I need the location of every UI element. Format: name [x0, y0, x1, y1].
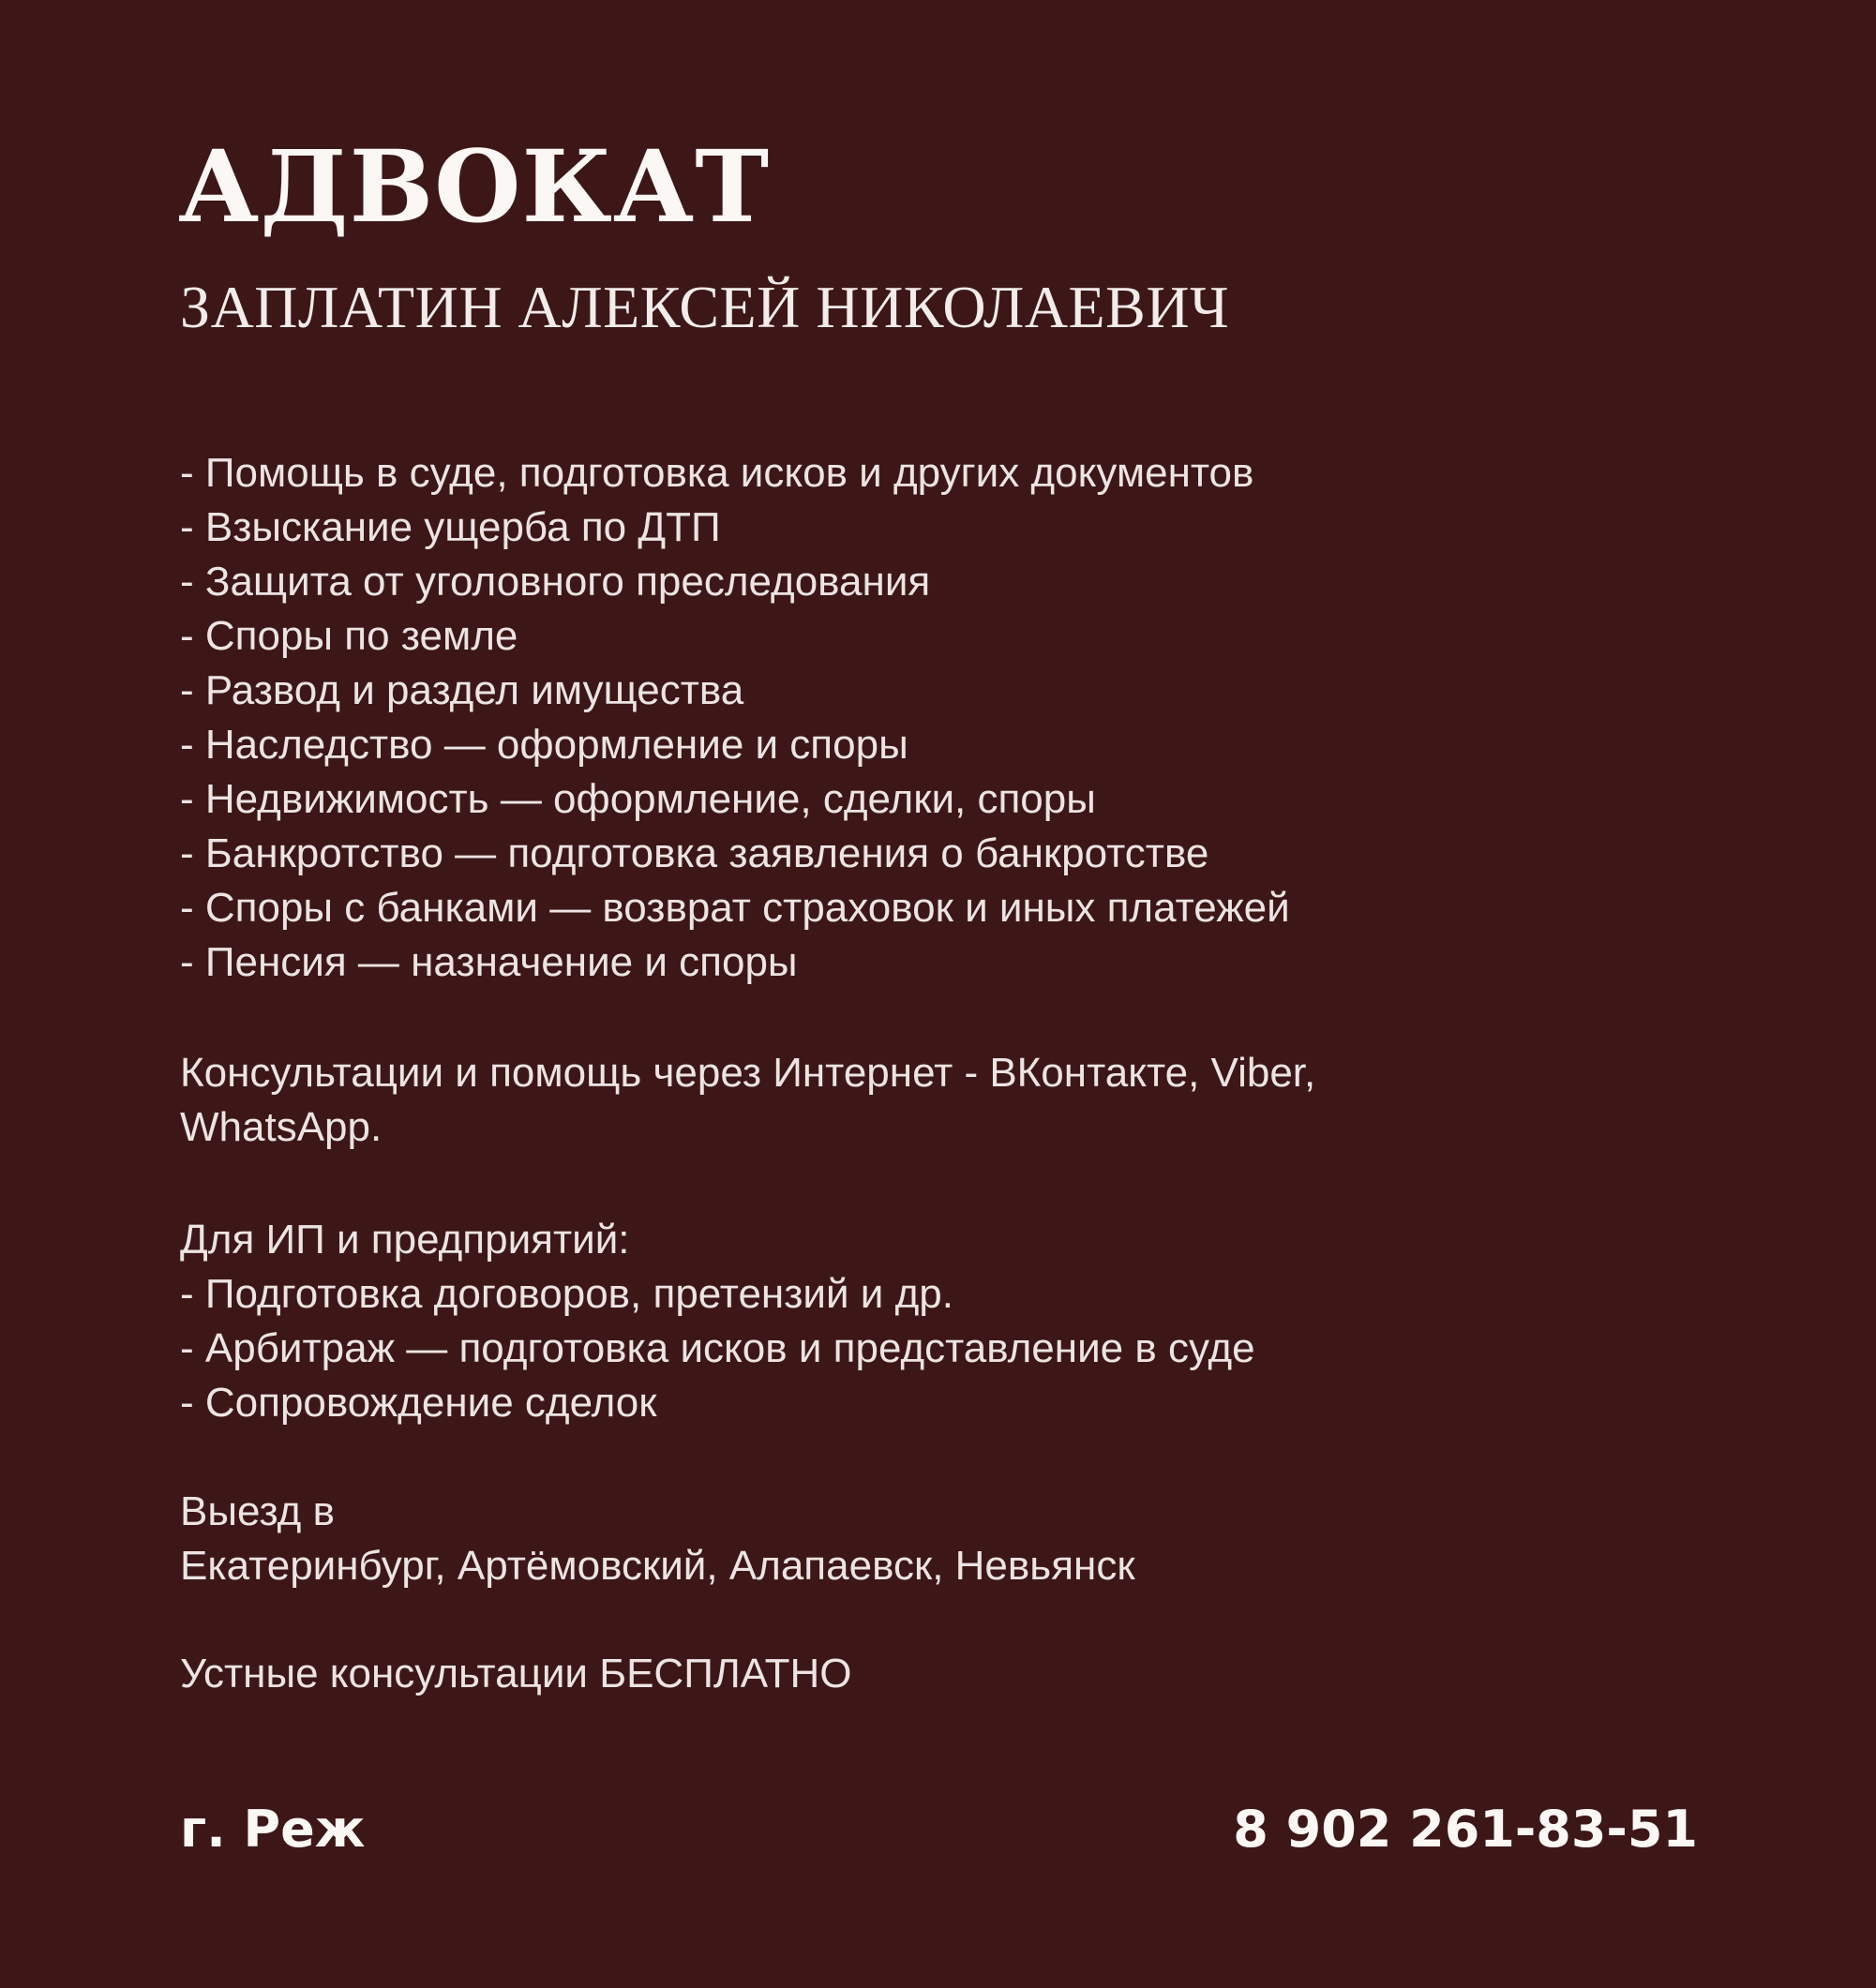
business-item: - Арбитраж — подготовка исков и представление в суде: [180, 1325, 1255, 1371]
business-item: - Подготовка договоров, претензий и др.: [180, 1271, 953, 1317]
free-consultation-note: Устные консультации БЕСПЛАТНО: [180, 1651, 852, 1697]
online-consult-line: Консультации и помощь через Интернет - ВКонтакте, Viber,: [180, 1050, 1316, 1096]
spacer: [180, 990, 1727, 1046]
city-label: г. Реж: [180, 1800, 366, 1859]
service-item: - Споры с банками — возврат страховок и иных платежей: [180, 885, 1290, 931]
service-item: - Помощь в суде, подготовка исков и других документов: [180, 450, 1254, 496]
service-item: - Защита от уголовного преследования: [180, 559, 931, 605]
phone-number: 8 902 261-83-51: [1233, 1800, 1698, 1859]
spacer: [180, 1430, 1727, 1485]
service-item: - Пенсия — назначение и споры: [180, 939, 798, 985]
travel-line: Выезд в: [180, 1488, 335, 1534]
online-consult-line: WhatsApp.: [180, 1104, 383, 1150]
service-item: - Недвижимость — оформление, сделки, споры: [180, 776, 1096, 822]
service-item: - Банкротство — подготовка заявления о банкротстве: [180, 830, 1209, 876]
business-heading: Для ИП и предприятий:: [180, 1217, 630, 1263]
service-item: - Развод и раздел имущества: [180, 667, 744, 713]
spacer: [180, 1155, 1727, 1213]
service-item: - Наследство — оформление и споры: [180, 722, 908, 768]
page-title: АДВОКАТ: [178, 127, 771, 245]
lawyer-name: ЗАПЛАТИН АЛЕКСЕЙ НИКОЛАЕВИЧ: [180, 274, 1230, 340]
service-item: - Взыскание ущерба по ДТП: [180, 504, 721, 550]
spacer: [180, 1593, 1727, 1647]
travel-cities: Екатеринбург, Артёмовский, Алапаевск, Невьянск: [180, 1543, 1135, 1589]
business-item: - Сопровождение сделок: [180, 1380, 657, 1426]
service-item: - Споры по земле: [180, 613, 518, 659]
services-text-block: [180, 446, 1727, 1701]
